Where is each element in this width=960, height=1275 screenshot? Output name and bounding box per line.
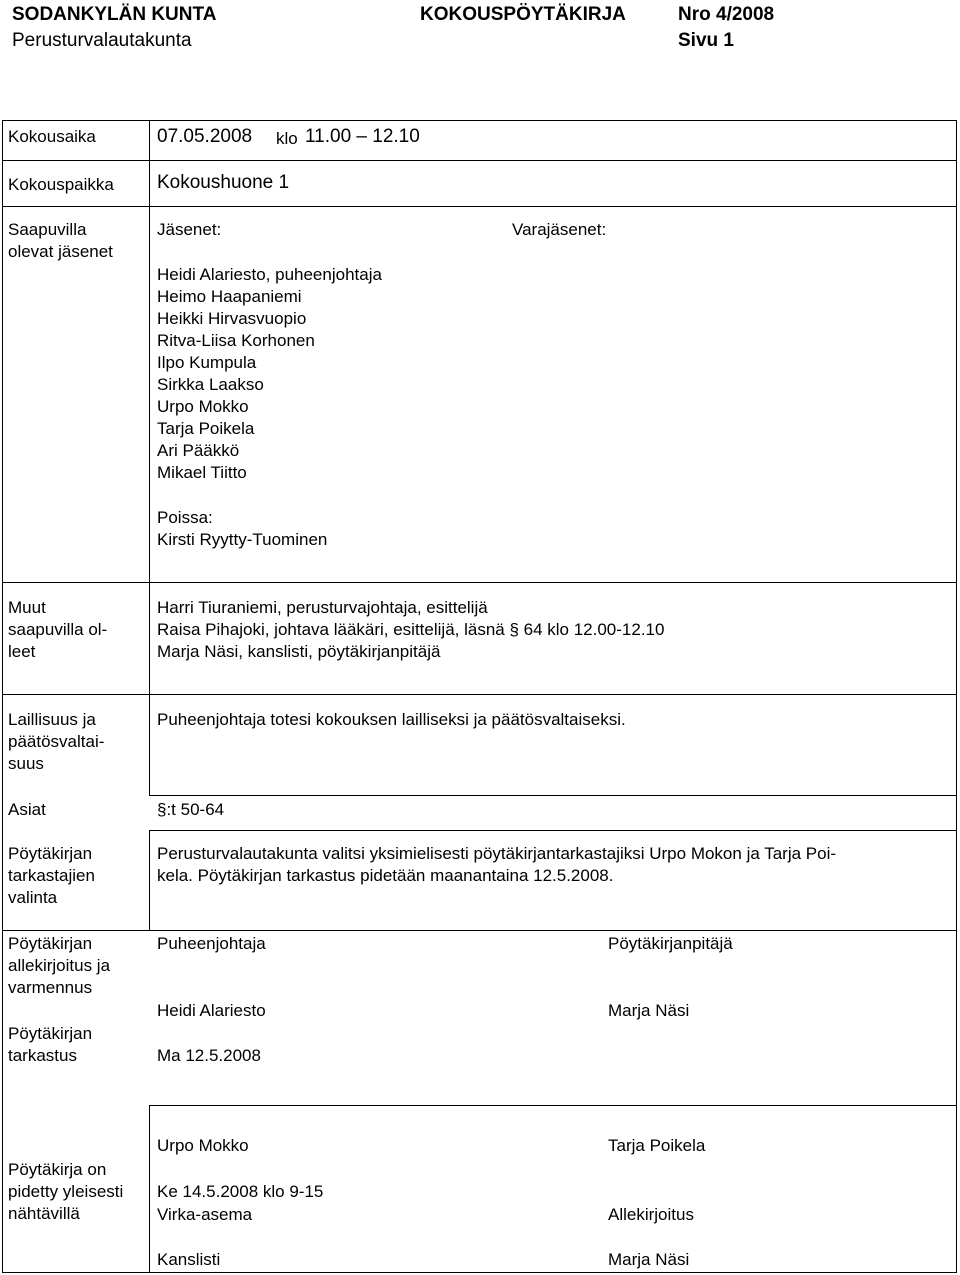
checkers-label: valinta xyxy=(8,888,58,907)
minutes-table xyxy=(2,120,957,1273)
deputies-header: Varajäsenet: xyxy=(512,220,607,239)
member-item: Heidi Alariesto, puheenjohtaja xyxy=(157,265,382,284)
legality-label: Laillisuus ja xyxy=(8,710,96,729)
meeting-time-label: Kokousaika xyxy=(8,127,96,146)
document-header xyxy=(12,4,948,54)
doc-type: KOKOUSPÖYTÄKIRJA xyxy=(420,4,626,25)
checkers-label: Pöytäkirjan xyxy=(8,844,93,863)
checkers-text: Perusturvalautakunta valitsi yksimielisesti pöytäkirjantarkastajiksi Urpo Mokon ja Tarja Poi- xyxy=(157,844,837,863)
chair-name: Heidi Alariesto xyxy=(157,1001,266,1020)
meeting-place: Kokoushuone 1 xyxy=(157,172,290,193)
legality-text: Puheenjohtaja totesi kokouksen lailliseksi ja päätösvaltaiseksi. xyxy=(157,710,626,729)
member-item: Ari Pääkkö xyxy=(157,441,240,460)
row-divider xyxy=(2,160,957,161)
legality-label: suus xyxy=(8,754,44,773)
signing-label: allekirjoitus ja xyxy=(8,956,111,975)
member-item: Heimo Haapaniemi xyxy=(157,287,302,306)
public-label: nähtävillä xyxy=(8,1204,80,1223)
public-place: Kanslisti xyxy=(157,1250,221,1269)
column-divider xyxy=(149,830,150,930)
member-item: Heikki Hirvasvuopio xyxy=(157,309,307,328)
inspection-label: Pöytäkirjan xyxy=(8,1024,93,1043)
meeting-klo: klo xyxy=(276,129,298,148)
page-number: Sivu 1 xyxy=(678,30,734,51)
inspection-date: Ma 12.5.2008 xyxy=(157,1046,261,1065)
legality-label: päätösvaltai- xyxy=(8,732,105,751)
others-label: leet xyxy=(8,642,36,661)
signature-label: Allekirjoitus xyxy=(608,1205,694,1224)
checkers-label: tarkastajien xyxy=(8,866,95,885)
secretary-title: Pöytäkirjanpitäjä xyxy=(608,934,733,953)
member-item: Ilpo Kumpula xyxy=(157,353,257,372)
members-header: Jäsenet: xyxy=(157,220,222,239)
row-divider xyxy=(149,795,957,796)
meeting-date: 07.05.2008 xyxy=(157,126,253,147)
public-label: pidetty yleisesti xyxy=(8,1182,124,1201)
absent-member: Kirsti Ryytty-Tuominen xyxy=(157,530,328,549)
inspector-name: Tarja Poikela xyxy=(608,1136,706,1155)
other-attendee: Raisa Pihajoki, johtava lääkäri, esittelijä, läsnä § 64 klo 12.00-12.10 xyxy=(157,620,665,639)
meeting-time: 11.00 – 12.10 xyxy=(305,126,420,147)
public-where: Virka-asema xyxy=(157,1205,253,1224)
others-label: saapuvilla ol- xyxy=(8,620,108,639)
chair-title: Puheenjohtaja xyxy=(157,934,266,953)
board-name: Perusturvalautakunta xyxy=(12,30,192,51)
member-item: Mikael Tiitto xyxy=(157,463,247,482)
doc-number: Nro 4/2008 xyxy=(678,4,775,25)
row-divider xyxy=(149,1105,957,1106)
public-when: Ke 14.5.2008 klo 9-15 xyxy=(157,1182,324,1201)
meeting-place-label: Kokouspaikka xyxy=(8,175,114,194)
member-item: Ritva-Liisa Korhonen xyxy=(157,331,315,350)
others-label: Muut xyxy=(8,598,46,617)
public-label: Pöytäkirja on xyxy=(8,1160,107,1179)
column-divider xyxy=(149,1105,150,1273)
row-divider xyxy=(2,930,957,931)
matters-value: §:t 50-64 xyxy=(157,800,225,819)
present-label: olevat jäsenet xyxy=(8,242,113,261)
row-divider xyxy=(2,206,957,207)
member-item: Urpo Mokko xyxy=(157,397,249,416)
member-item: Tarja Poikela xyxy=(157,419,255,438)
inspector-name: Urpo Mokko xyxy=(157,1136,249,1155)
row-divider xyxy=(2,694,957,695)
matters-label: Asiat xyxy=(8,800,46,819)
secretary-name: Marja Näsi xyxy=(608,1001,690,1020)
public-signer: Marja Näsi xyxy=(608,1250,690,1269)
other-attendee: Harri Tiuraniemi, perusturvajohtaja, esittelijä xyxy=(157,598,488,617)
signing-label: varmennus xyxy=(8,978,93,997)
row-divider xyxy=(2,582,957,583)
checkers-text: kela. Pöytäkirjan tarkastus pidetään maanantaina 12.5.2008. xyxy=(157,866,614,885)
absent-header: Poissa: xyxy=(157,508,213,527)
other-attendee: Marja Näsi, kanslisti, pöytäkirjanpitäjä xyxy=(157,642,441,661)
member-item: Sirkka Laakso xyxy=(157,375,264,394)
present-label: Saapuvilla xyxy=(8,220,87,239)
row-divider xyxy=(149,830,957,831)
org-name: SODANKYLÄN KUNTA xyxy=(12,4,217,25)
inspection-label: tarkastus xyxy=(8,1046,77,1065)
signing-label: Pöytäkirjan xyxy=(8,934,93,953)
